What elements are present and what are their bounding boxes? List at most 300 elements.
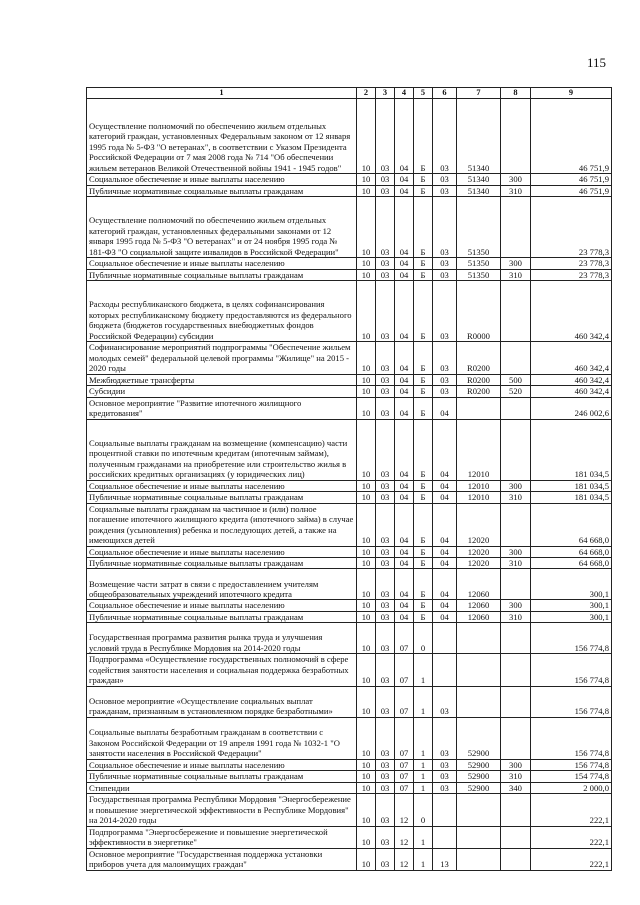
code-cell — [501, 569, 531, 600]
code-cell — [501, 342, 531, 374]
code-cell — [501, 419, 531, 480]
code-cell: 1 — [414, 848, 433, 870]
code-cell — [433, 794, 457, 826]
code-cell: 10 — [357, 269, 376, 280]
code-cell: 0 — [414, 794, 433, 826]
code-cell: 03 — [433, 717, 457, 759]
code-cell — [457, 623, 501, 654]
code-cell: 03 — [376, 397, 395, 419]
expenditure-name-cell: Подпрограмма "Энергосбережение и повышение энергетической эффективности в энергетике" — [87, 826, 357, 848]
code-cell: 04 — [395, 197, 414, 258]
code-cell: 10 — [357, 546, 376, 557]
code-cell: 10 — [357, 569, 376, 600]
expenditure-name-cell: Стипендии — [87, 782, 357, 793]
code-cell: 300 — [501, 600, 531, 611]
amount-cell: 300,1 — [531, 569, 612, 600]
code-cell: 07 — [395, 717, 414, 759]
code-cell: 04 — [395, 281, 414, 342]
code-cell: 03 — [433, 258, 457, 269]
code-cell: 1 — [414, 782, 433, 793]
amount-cell: 156 774,8 — [531, 759, 612, 770]
expenditure-name-cell: Субсидии — [87, 386, 357, 397]
amount-cell: 222,1 — [531, 794, 612, 826]
code-cell: 12010 — [457, 492, 501, 503]
code-cell: 51340 — [457, 99, 501, 174]
table-row — [87, 717, 612, 759]
code-cell: 10 — [357, 848, 376, 870]
amount-cell: 181 034,5 — [531, 419, 612, 480]
code-cell: 07 — [395, 654, 414, 686]
code-cell: 07 — [395, 782, 414, 793]
code-cell: 12 — [395, 848, 414, 870]
table-row — [87, 654, 612, 686]
amount-cell: 460 342,4 — [531, 342, 612, 374]
code-cell: 10 — [357, 342, 376, 374]
code-cell: 03 — [376, 654, 395, 686]
expenditure-name-cell: Подпрограмма «Осуществление государственных полномочий в сфере содействия занятости населения и социальная поддержка безработных граждан» — [87, 654, 357, 686]
code-cell: 03 — [433, 185, 457, 196]
amount-cell: 154 774,8 — [531, 771, 612, 782]
code-cell: 03 — [433, 374, 457, 385]
code-cell: Б — [414, 281, 433, 342]
code-cell: 1 — [414, 771, 433, 782]
amount-cell: 46 751,9 — [531, 185, 612, 196]
code-cell: 1 — [414, 717, 433, 759]
code-cell: 12 — [395, 826, 414, 848]
column-header-9: 9 — [531, 88, 612, 99]
code-cell: 03 — [376, 558, 395, 569]
code-cell: 10 — [357, 686, 376, 717]
code-cell: 1 — [414, 759, 433, 770]
code-cell: 300 — [501, 480, 531, 491]
code-cell: 03 — [376, 782, 395, 793]
code-cell: 07 — [395, 759, 414, 770]
code-cell: R0200 — [457, 374, 501, 385]
code-cell: 03 — [433, 281, 457, 342]
code-cell: Б — [414, 269, 433, 280]
code-cell: 03 — [376, 759, 395, 770]
code-cell — [457, 826, 501, 848]
code-cell: 03 — [433, 771, 457, 782]
table-row — [87, 686, 612, 717]
table-row — [87, 771, 612, 782]
table-row — [87, 258, 612, 269]
table-row — [87, 611, 612, 622]
code-cell: 03 — [376, 386, 395, 397]
code-cell: 03 — [376, 503, 395, 546]
code-cell: 03 — [376, 848, 395, 870]
code-cell: 04 — [395, 503, 414, 546]
code-cell: 04 — [433, 480, 457, 491]
code-cell: 04 — [433, 558, 457, 569]
expenditure-name-cell: Социальные выплаты гражданам на частичное и (или) полное погашение ипотечного жилищного кредита (ипотечного займа) в случае рождения (усыновления) ребенка и последующих детей, а также на имеющихся детей — [87, 503, 357, 546]
code-cell: 12010 — [457, 419, 501, 480]
table-row — [87, 759, 612, 770]
column-header-3: 3 — [376, 88, 395, 99]
code-cell: 10 — [357, 654, 376, 686]
code-cell: 13 — [433, 848, 457, 870]
code-cell: 310 — [501, 611, 531, 622]
code-cell: Б — [414, 174, 433, 185]
amount-cell: 23 778,3 — [531, 269, 612, 280]
code-cell: 04 — [395, 480, 414, 491]
code-cell: 04 — [395, 342, 414, 374]
code-cell: 03 — [376, 419, 395, 480]
code-cell: 04 — [395, 611, 414, 622]
code-cell: 07 — [395, 623, 414, 654]
code-cell: 0 — [414, 623, 433, 654]
code-cell: Б — [414, 480, 433, 491]
expenditure-name-cell: Осуществление полномочий по обеспечению жильем отдельных категорий граждан, установленных Федеральным законом от 12 января 1995 года № 5-ФЗ "О ветеранах", в соответствии с Указом Президента Российской Федерации от 7 мая 2008 года № 714 "Об обеспечении жильем ветеранов Великой Отечественной войны 1941 - 1945 годов" — [87, 99, 357, 174]
expenditure-name-cell: Публичные нормативные социальные выплаты гражданам — [87, 492, 357, 503]
code-cell: 04 — [395, 569, 414, 600]
code-cell: 04 — [433, 611, 457, 622]
code-cell — [501, 397, 531, 419]
expenditure-name-cell: Социальное обеспечение и иные выплаты населению — [87, 174, 357, 185]
code-cell: 10 — [357, 826, 376, 848]
column-header-6: 6 — [433, 88, 457, 99]
expenditure-name-cell: Социальное обеспечение и иные выплаты населению — [87, 546, 357, 557]
code-cell: 1 — [414, 686, 433, 717]
code-cell: 03 — [376, 771, 395, 782]
code-cell: 10 — [357, 794, 376, 826]
amount-cell: 46 751,9 — [531, 99, 612, 174]
amount-cell: 46 751,9 — [531, 174, 612, 185]
code-cell: 03 — [376, 281, 395, 342]
code-cell: Б — [414, 503, 433, 546]
code-cell: 03 — [376, 99, 395, 174]
code-cell: 51350 — [457, 258, 501, 269]
expenditure-name-cell: Осуществление полномочий по обеспечению жильем отдельных категорий граждан, установленных федеральными законами от 12 января 1995 года № 5-ФЗ "О ветеранах" и от 24 ноября 1995 года № 181-ФЗ "О социальной защите инвалидов в Российской Федерации" — [87, 197, 357, 258]
code-cell: Б — [414, 611, 433, 622]
table-row — [87, 342, 612, 374]
column-header-7: 7 — [457, 88, 501, 99]
code-cell: Б — [414, 197, 433, 258]
code-cell: Б — [414, 558, 433, 569]
code-cell: 04 — [395, 258, 414, 269]
amount-cell: 156 774,8 — [531, 686, 612, 717]
code-cell: 04 — [433, 419, 457, 480]
code-cell: 07 — [395, 771, 414, 782]
code-cell: 52900 — [457, 759, 501, 770]
code-cell: 04 — [433, 569, 457, 600]
code-cell — [501, 826, 531, 848]
code-cell: 12060 — [457, 569, 501, 600]
code-cell — [501, 794, 531, 826]
code-cell: 12010 — [457, 480, 501, 491]
code-cell: 07 — [395, 686, 414, 717]
code-cell — [457, 397, 501, 419]
code-cell: 03 — [433, 342, 457, 374]
table-row — [87, 794, 612, 826]
table-row — [87, 600, 612, 611]
code-cell: Б — [414, 492, 433, 503]
table-row — [87, 569, 612, 600]
amount-cell: 181 034,5 — [531, 492, 612, 503]
code-cell: 03 — [376, 569, 395, 600]
amount-cell: 64 668,0 — [531, 558, 612, 569]
code-cell: 04 — [395, 99, 414, 174]
table-row — [87, 782, 612, 793]
expenditure-name-cell: Основное мероприятие "Развитие ипотечного жилищного кредитования" — [87, 397, 357, 419]
table-row — [87, 623, 612, 654]
code-cell: Б — [414, 397, 433, 419]
code-cell: 520 — [501, 386, 531, 397]
amount-cell: 222,1 — [531, 826, 612, 848]
code-cell: 10 — [357, 782, 376, 793]
code-cell: 04 — [433, 397, 457, 419]
code-cell: R0000 — [457, 281, 501, 342]
code-cell: 1 — [414, 654, 433, 686]
code-cell: 03 — [433, 759, 457, 770]
code-cell: 10 — [357, 558, 376, 569]
code-cell: 03 — [376, 546, 395, 557]
code-cell — [501, 686, 531, 717]
code-cell: 10 — [357, 611, 376, 622]
expenditure-name-cell: Межбюджетные трансферты — [87, 374, 357, 385]
code-cell: 10 — [357, 185, 376, 196]
code-cell: 03 — [376, 686, 395, 717]
amount-cell: 460 342,4 — [531, 374, 612, 385]
expenditure-name-cell: Софинансирование мероприятий подпрограммы "Обеспечение жильем молодых семей" федеральной целевой программы "Жилище" на 2015 - 2020 годы — [87, 342, 357, 374]
code-cell: 04 — [433, 600, 457, 611]
expenditure-name-cell: Основное мероприятие "Государственная поддержка установки приборов учета для малоимущих граждан" — [87, 848, 357, 870]
column-header-5: 5 — [414, 88, 433, 99]
code-cell: 03 — [376, 258, 395, 269]
code-cell: 10 — [357, 99, 376, 174]
table-row — [87, 419, 612, 480]
code-cell: 04 — [433, 492, 457, 503]
code-cell: 04 — [395, 386, 414, 397]
table-row — [87, 558, 612, 569]
table-row — [87, 397, 612, 419]
expenditure-name-cell: Публичные нормативные социальные выплаты гражданам — [87, 611, 357, 622]
code-cell: Б — [414, 386, 433, 397]
code-cell: 04 — [395, 546, 414, 557]
table-row — [87, 269, 612, 280]
expenditure-name-cell: Основное мероприятие «Осуществление социальных выплат гражданам, признанным в установленном порядке безработными» — [87, 686, 357, 717]
code-cell — [457, 794, 501, 826]
expenditure-name-cell: Государственная программа Республики Мордовия "Энергосбережение и повышение энергетической эффективности в Республике Мордовия" на 2014-2020 годы — [87, 794, 357, 826]
amount-cell: 23 778,3 — [531, 197, 612, 258]
code-cell: 1 — [414, 826, 433, 848]
expenditure-name-cell: Возмещение части затрат в связи с предоставлением учителям общеобразовательных учреждений ипотечного кредита — [87, 569, 357, 600]
budget-table — [86, 87, 612, 871]
code-cell — [457, 848, 501, 870]
amount-cell: 300,1 — [531, 600, 612, 611]
code-cell: 10 — [357, 503, 376, 546]
amount-cell: 460 342,4 — [531, 386, 612, 397]
code-cell: 03 — [376, 174, 395, 185]
code-cell: 04 — [395, 269, 414, 280]
code-cell: 51350 — [457, 197, 501, 258]
code-cell — [501, 654, 531, 686]
code-cell — [433, 654, 457, 686]
amount-cell: 156 774,8 — [531, 623, 612, 654]
amount-cell: 460 342,4 — [531, 281, 612, 342]
code-cell: 10 — [357, 492, 376, 503]
amount-cell: 246 002,6 — [531, 397, 612, 419]
code-cell: 500 — [501, 374, 531, 385]
code-cell: 03 — [433, 197, 457, 258]
table-row — [87, 546, 612, 557]
table-row — [87, 848, 612, 870]
table-row — [87, 374, 612, 385]
code-cell — [457, 654, 501, 686]
code-cell: 310 — [501, 558, 531, 569]
column-header-1: 1 — [87, 88, 357, 99]
code-cell: 04 — [395, 558, 414, 569]
code-cell: 340 — [501, 782, 531, 793]
code-cell: 10 — [357, 281, 376, 342]
amount-cell: 2 000,0 — [531, 782, 612, 793]
code-cell: 03 — [433, 99, 457, 174]
code-cell — [433, 826, 457, 848]
amount-cell: 300,1 — [531, 611, 612, 622]
expenditure-name-cell: Социальное обеспечение и иные выплаты населению — [87, 759, 357, 770]
code-cell: 10 — [357, 771, 376, 782]
code-cell: 03 — [433, 386, 457, 397]
expenditure-name-cell: Публичные нормативные социальные выплаты гражданам — [87, 185, 357, 196]
code-cell — [501, 99, 531, 174]
page-number: 115 — [587, 55, 607, 70]
code-cell: 10 — [357, 197, 376, 258]
code-cell — [501, 281, 531, 342]
code-cell: 03 — [376, 269, 395, 280]
table-row — [87, 503, 612, 546]
code-cell: 03 — [376, 480, 395, 491]
table-row — [87, 281, 612, 342]
code-cell — [457, 686, 501, 717]
code-cell: 04 — [433, 546, 457, 557]
code-cell: 300 — [501, 258, 531, 269]
code-cell: 03 — [376, 623, 395, 654]
code-cell: 51350 — [457, 269, 501, 280]
table-row — [87, 197, 612, 258]
code-cell: 04 — [395, 600, 414, 611]
amount-cell: 64 668,0 — [531, 546, 612, 557]
code-cell: 03 — [433, 269, 457, 280]
code-cell: 03 — [376, 374, 395, 385]
code-cell: 03 — [376, 826, 395, 848]
code-cell: 310 — [501, 492, 531, 503]
table-row — [87, 826, 612, 848]
code-cell: 03 — [376, 611, 395, 622]
code-cell: 300 — [501, 174, 531, 185]
code-cell: 03 — [376, 197, 395, 258]
amount-cell: 156 774,8 — [531, 717, 612, 759]
column-header-row — [87, 88, 612, 99]
code-cell: 10 — [357, 623, 376, 654]
amount-cell: 222,1 — [531, 848, 612, 870]
expenditure-name-cell: Социальное обеспечение и иные выплаты населению — [87, 258, 357, 269]
expenditure-name-cell: Публичные нормативные социальные выплаты гражданам — [87, 269, 357, 280]
code-cell — [501, 848, 531, 870]
code-cell: 10 — [357, 174, 376, 185]
code-cell: 04 — [395, 419, 414, 480]
code-cell: 10 — [357, 600, 376, 611]
code-cell: 310 — [501, 185, 531, 196]
code-cell: Б — [414, 569, 433, 600]
code-cell: R0200 — [457, 386, 501, 397]
code-cell: 04 — [433, 503, 457, 546]
code-cell — [501, 197, 531, 258]
code-cell: 310 — [501, 771, 531, 782]
code-cell: 12 — [395, 794, 414, 826]
expenditure-name-cell: Публичные нормативные социальные выплаты гражданам — [87, 558, 357, 569]
code-cell: 03 — [376, 492, 395, 503]
code-cell: 10 — [357, 717, 376, 759]
code-cell: 03 — [376, 342, 395, 374]
table-row — [87, 185, 612, 196]
code-cell: 52900 — [457, 782, 501, 793]
table-row — [87, 480, 612, 491]
code-cell: 310 — [501, 269, 531, 280]
code-cell: 12020 — [457, 503, 501, 546]
code-cell: 300 — [501, 759, 531, 770]
code-cell: 12060 — [457, 611, 501, 622]
code-cell: R0200 — [457, 342, 501, 374]
table-row — [87, 99, 612, 174]
code-cell: 04 — [395, 185, 414, 196]
code-cell: 51340 — [457, 174, 501, 185]
code-cell: 04 — [395, 174, 414, 185]
code-cell: Б — [414, 546, 433, 557]
code-cell: 03 — [376, 794, 395, 826]
code-cell: 10 — [357, 386, 376, 397]
expenditure-name-cell: Социальное обеспечение и иные выплаты населению — [87, 480, 357, 491]
code-cell: 12020 — [457, 558, 501, 569]
code-cell: 03 — [376, 600, 395, 611]
code-cell: 300 — [501, 546, 531, 557]
code-cell: 03 — [376, 717, 395, 759]
code-cell: 04 — [395, 397, 414, 419]
expenditure-name-cell: Социальное обеспечение и иные выплаты населению — [87, 600, 357, 611]
code-cell: 10 — [357, 419, 376, 480]
code-cell: 10 — [357, 374, 376, 385]
code-cell: 10 — [357, 258, 376, 269]
code-cell: Б — [414, 185, 433, 196]
code-cell: Б — [414, 258, 433, 269]
expenditure-name-cell: Расходы республиканского бюджета, в целях софинансирования которых республиканскому бюджету предоставляются из федерального бюджета (бюджетов государственных внебюджетных фондов Российской Федерации) субсидии — [87, 281, 357, 342]
expenditure-name-cell: Государственная программа развития рынка труда и улучшения условий труда в Республике Мордовия на 2014-2020 годы — [87, 623, 357, 654]
code-cell — [501, 623, 531, 654]
amount-cell: 23 778,3 — [531, 258, 612, 269]
code-cell — [501, 503, 531, 546]
column-header-8: 8 — [501, 88, 531, 99]
code-cell — [501, 717, 531, 759]
code-cell: 03 — [433, 686, 457, 717]
table-row — [87, 386, 612, 397]
expenditure-name-cell: Социальные выплаты гражданам на возмещение (компенсацию) части процентной ставки по ипотечным кредитам (ипотечным займам), полученным гражданами на приобретение или строительство жилья в российских кредитных организациях (у юридических лиц) — [87, 419, 357, 480]
code-cell: 10 — [357, 480, 376, 491]
table-body — [87, 99, 612, 871]
code-cell: 51340 — [457, 185, 501, 196]
code-cell: 03 — [433, 782, 457, 793]
column-header-4: 4 — [395, 88, 414, 99]
code-cell: Б — [414, 600, 433, 611]
code-cell: 03 — [433, 174, 457, 185]
code-cell: 10 — [357, 759, 376, 770]
code-cell: Б — [414, 419, 433, 480]
amount-cell: 156 774,8 — [531, 654, 612, 686]
code-cell: 10 — [357, 397, 376, 419]
amount-cell: 181 034,5 — [531, 480, 612, 491]
column-header-2: 2 — [357, 88, 376, 99]
code-cell: 52900 — [457, 717, 501, 759]
code-cell: Б — [414, 374, 433, 385]
code-cell: Б — [414, 99, 433, 174]
